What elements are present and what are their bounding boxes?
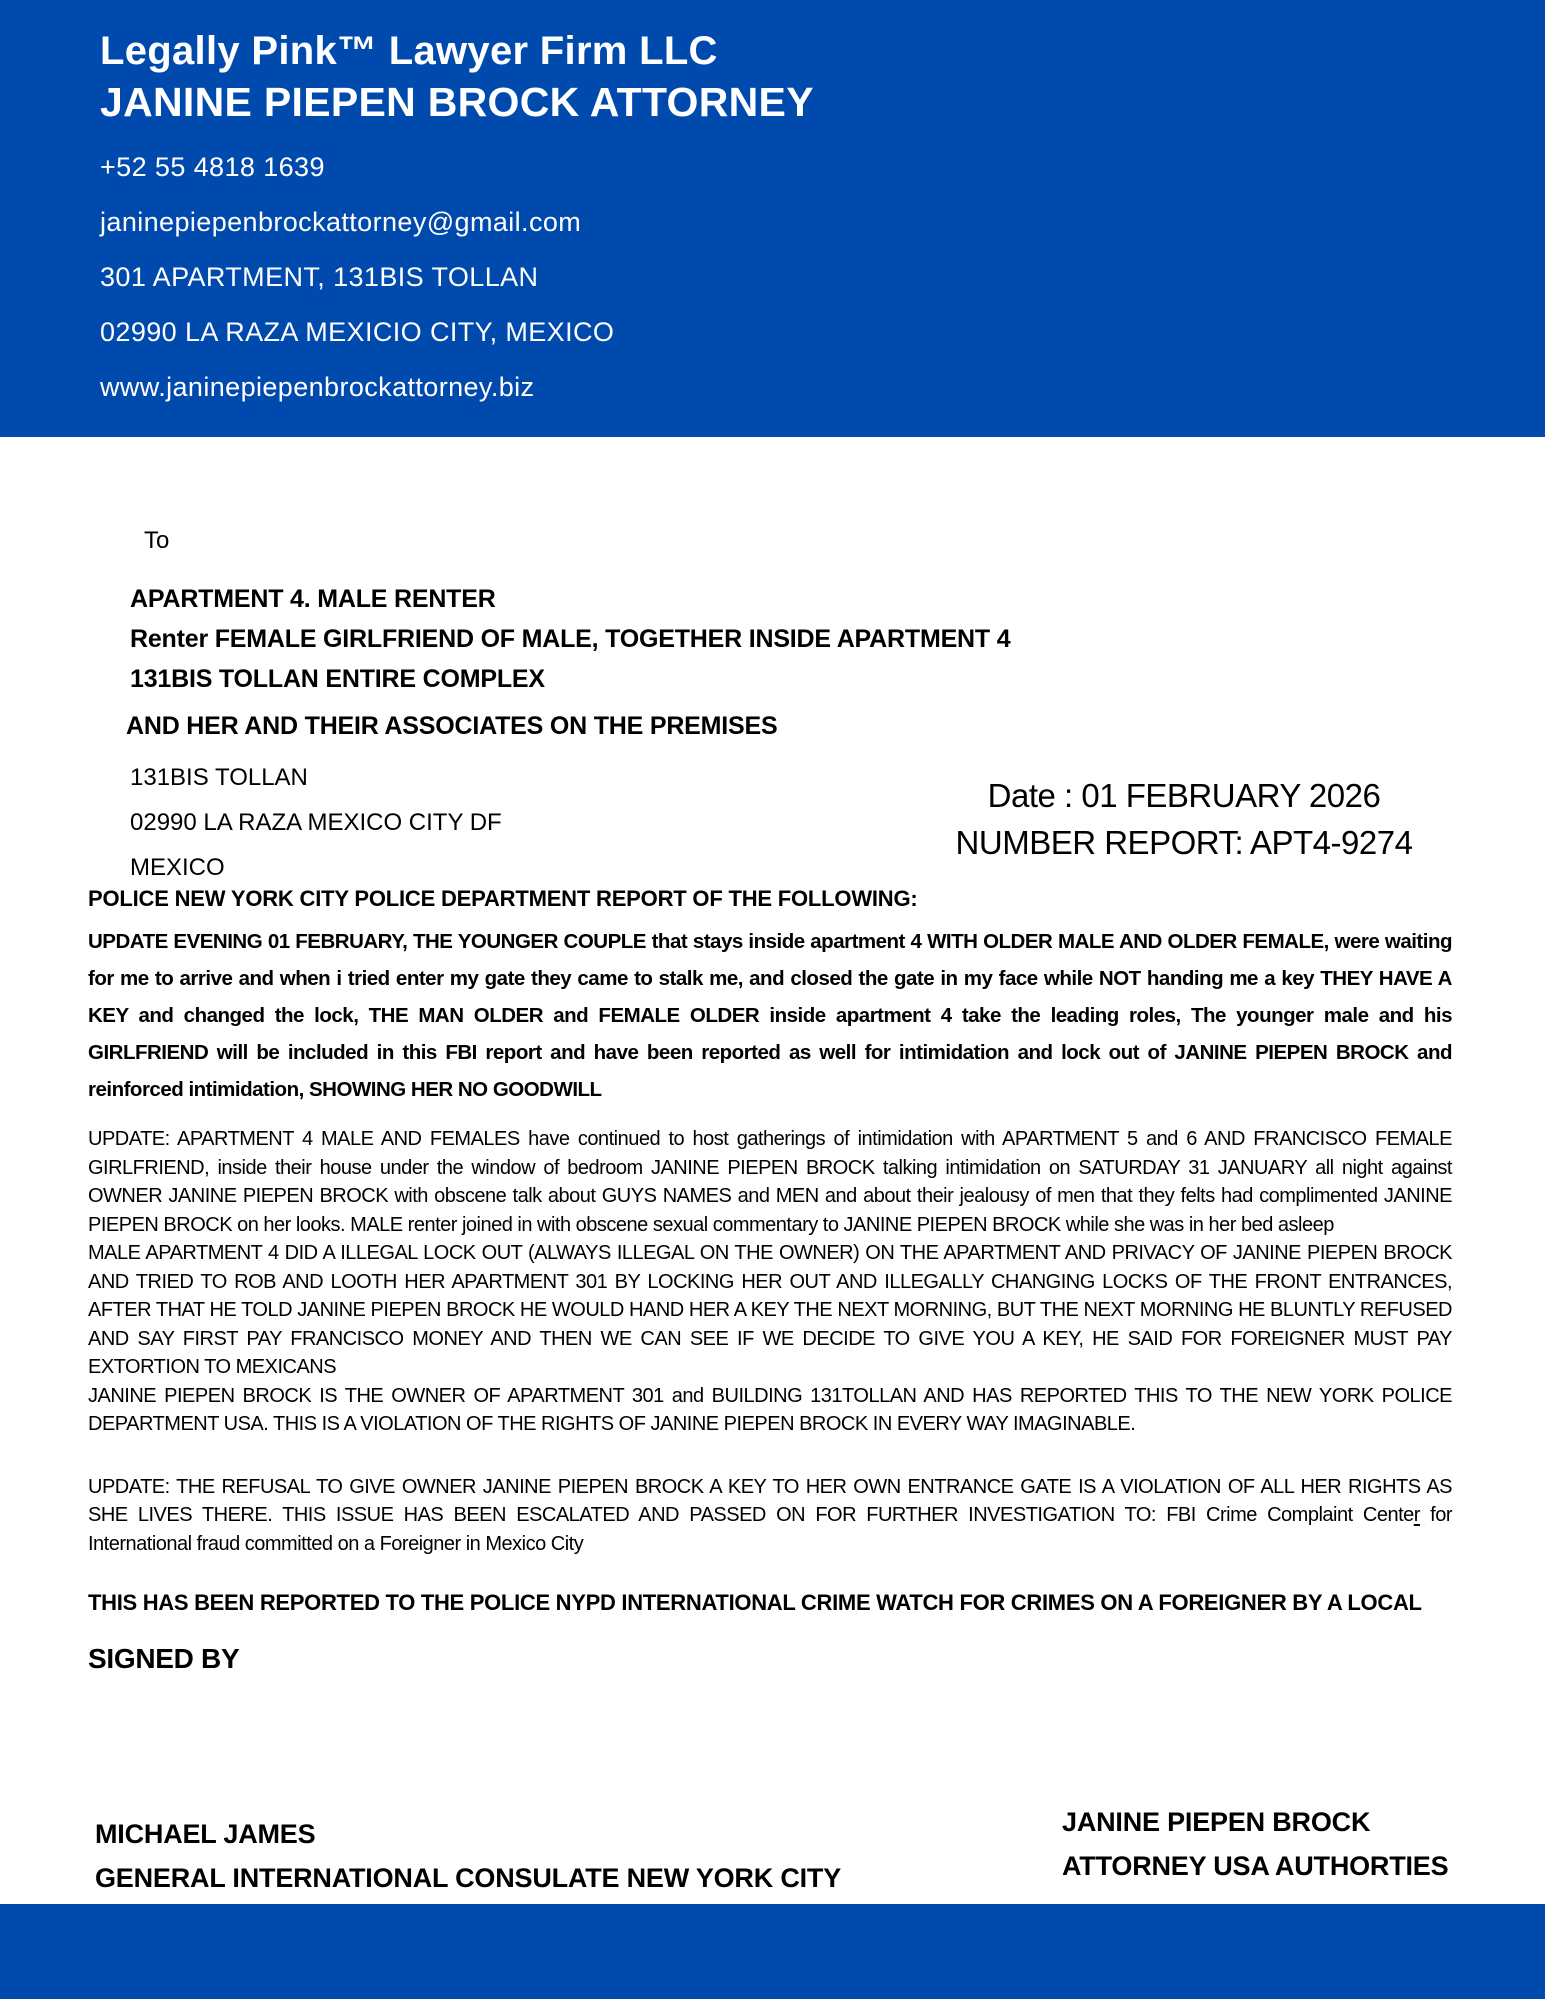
recipient-line-2: Renter FEMALE GIRLFRIEND OF MALE, TOGETHER INSIDE APARTMENT 4 [130,625,1011,653]
body-paragraph-1: UPDATE: APARTMENT 4 MALE AND FEMALES have continued to host gatherings of intimidation with APARTMENT 5 and 6 AND FRANCISCO FEMALE GIRLFRIEND, inside their house under the window of bedroom JANINE PIEPEN BROCK talking intimidation on SATURDAY 31 JANUARY all night against OWNER JANINE PIEPEN BROCK with obscene talk about GUYS NAMES and MEN and about their jealousy of men that they felts had complimented JANINE PIEPEN BROCK on her looks. MALE renter joined in with obscene sexual commentary to JANINE PIEPEN BROCK while she was in her bed asleep [88,1128,1452,1236]
contact-email: janinepiepenbrockattorney@gmail.com [100,207,582,237]
reported-line: THIS HAS BEEN REPORTED TO THE POLICE NYPD INTERNATIONAL CRIME WATCH FOR CRIMES ON A FOREIGNER BY A LOCAL [88,1590,1422,1615]
signature-right-name: JANINE PIEPEN BROCK [1062,1807,1371,1837]
recipient-address-line: 131BIS TOLLAN [130,764,308,791]
contact-website: www.janinepiepenbrockattorney.biz [100,372,535,402]
contact-phone: +52 55 4818 1639 [100,152,325,182]
signature-block-left [95,1812,841,1900]
escalation-paragraph [88,1473,1452,1559]
firm-name: Legally Pink™ Lawyer Firm LLC [100,29,718,73]
body-paragraph-2: MALE APARTMENT 4 DID A ILLEGAL LOCK OUT (ALWAYS ILLEGAL ON THE OWNER) ON THE APARTMENT AND PRIVACY OF JANINE PIEPEN BROCK AND TRIED TO ROB AND LOOTH HER APARTMENT 301 BY LOCKING HER OUT AND ILLEGALLY CHANGING LOCKS OF THE FRONT ENTRANCES, AFTER THAT HE TOLD JANINE PIEPEN BROCK HE WOULD HAND HER A KEY THE NEXT MORNING, BUT THE NEXT MORNING HE BLUNTLY REFUSED AND SAY FIRST PAY FRANCISCO MONEY AND THEN WE CAN SEE IF WE DECIDE TO GIVE YOU A KEY, HE SAID FOR FOREIGNER MUST PAY EXTORTION TO MEXICANS [88,1242,1452,1378]
contact-address-line-2: 02990 LA RAZA MEXICIO CITY, MEXICO [100,317,615,347]
escalation-text-post: for International fraud committed on a Foreigner in Mexico City [88,1504,1452,1555]
signature-right-title: ATTORNEY USA AUTHORTIES [1062,1851,1449,1881]
signed-by-label: SIGNED BY [88,1643,240,1674]
recipient-address-line: MEXICO [130,854,225,881]
escalation-underlined-char: r [1413,1504,1420,1526]
signature-left-title: GENERAL INTERNATIONAL CONSULATE NEW YORK CITY [95,1863,842,1893]
date-line: Date : 01 FEBRUARY 2026 [987,777,1381,814]
report-meta-block [928,772,1440,866]
report-heading: POLICE NEW YORK CITY POLICE DEPARTMENT REPORT OF THE FOLLOWING: [88,886,918,911]
body-paragraph-3: JANINE PIEPEN BROCK IS THE OWNER OF APARTMENT 301 and BUILDING 131TOLLAN AND HAS REPORTED THIS TO THE NEW YORK POLICE DEPARTMENT USA. THIS IS A VIOLATION OF THE RIGHTS OF JANINE PIEPEN BROCK IN EVERY WAY IMAGINABLE. [88,1384,1452,1435]
footer-bar [0,1904,1545,1999]
recipient-address-line: 02990 LA RAZA MEXICO CITY DF [130,809,502,836]
escalation-text-pre: UPDATE: THE REFUSAL TO GIVE OWNER JANINE PIEPEN BROCK A KEY TO HER OWN ENTRANCE GATE IS A VIOLATION OF ALL HER RIGHTS AS SHE LIVES THERE. THIS ISSUE HAS BEEN ESCALATED AND PASSED ON FOR FURTHER INVESTIGATION TO: FBI Crime Complaint Cente [88,1475,1452,1526]
letterhead [0,0,1545,437]
attorney-name: JANINE PIEPEN BROCK ATTORNEY [100,79,814,125]
report-body [88,886,1452,1703]
associates-line: AND HER AND THEIR ASSOCIATES ON THE PREMISES [126,712,778,740]
update-paragraph-bold: UPDATE EVENING 01 FEBRUARY, THE YOUNGER COUPLE that stays inside apartment 4 WITH OLDER MALE AND OLDER FEMALE, were waiting for me to arrive and when i tried enter my gate they came to stalk me, and closed the gate in my face while NOT handing me a key THEY HAVE A KEY and changed the lock, THE MAN OLDER and FEMALE OLDER inside apartment 4 take the leading roles, The younger male and his GIRLFRIEND will be included in this FBI report and have been reported as well for intimidation and lock out of JANINE PIEPEN BROCK and reinforced intimidation, SHOWING HER NO GOODWILL [88,930,1452,1101]
report-number-line: NUMBER REPORT: APT4-9274 [955,824,1413,861]
signature-block-right [1062,1800,1448,1888]
recipient-line-1: APARTMENT 4. MALE RENTER [130,585,496,613]
recipient-line-3: 131BIS TOLLAN ENTIRE COMPLEX [130,665,545,693]
contact-address-line-1: 301 APARTMENT, 131BIS TOLLAN [100,262,539,292]
to-label: To [144,527,170,554]
signature-left-name: MICHAEL JAMES [95,1819,316,1849]
letterhead-contacts [100,140,1505,415]
